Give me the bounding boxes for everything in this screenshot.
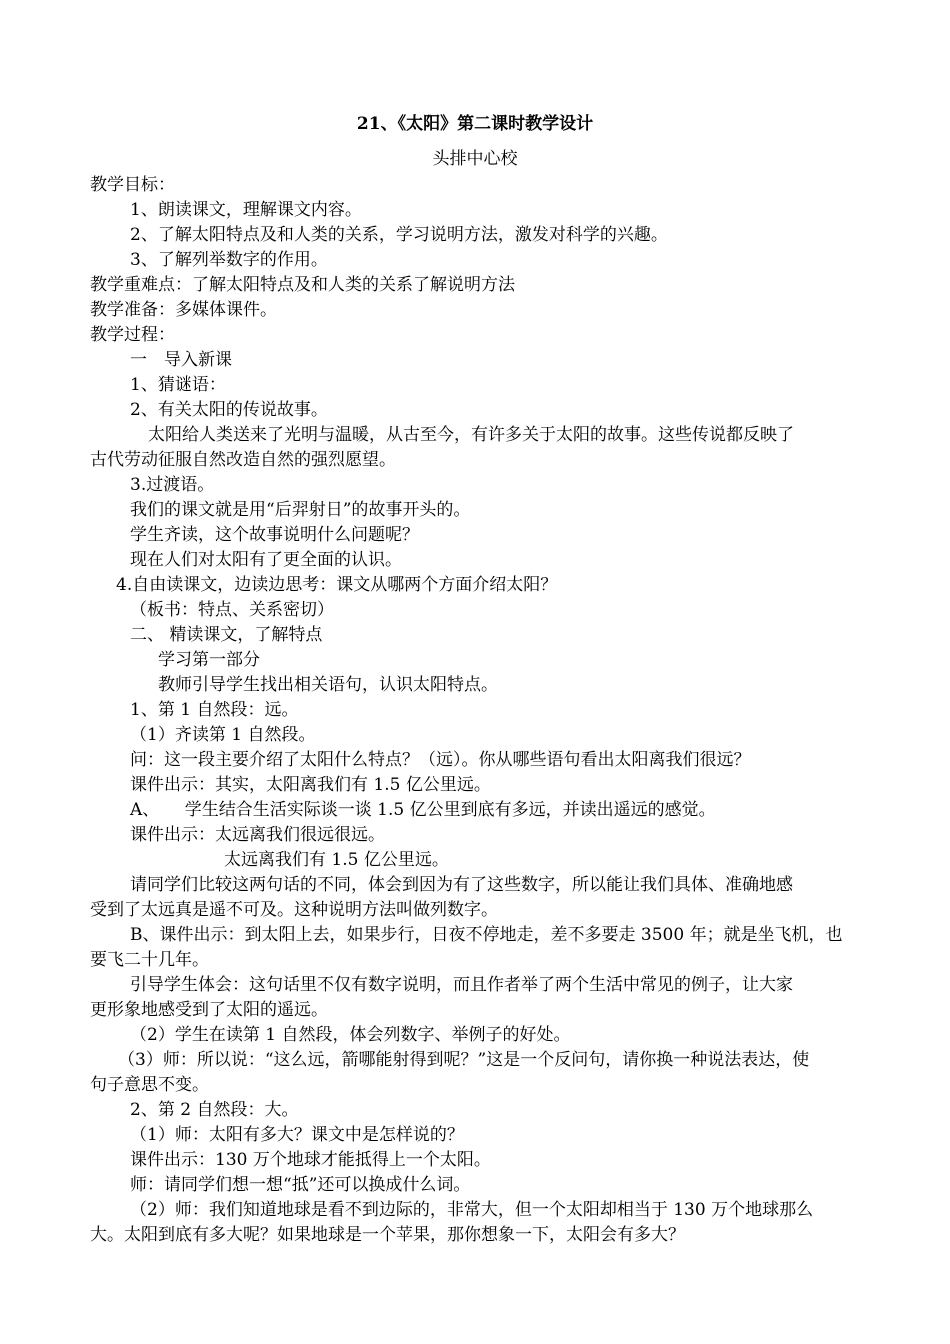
text-line: 引导学生体会：这句话里不仅有数字说明，而且作者举了两个生活中常见的例子，让大家 bbox=[130, 975, 793, 995]
text-line: 2、了解太阳特点及和人类的关系，学习说明方法，激发对科学的兴趣。 bbox=[130, 225, 668, 245]
text-line: 更形象地感受到了太阳的遥远。 bbox=[90, 1000, 328, 1020]
text-line: 课件出示：太远离我们很远很远。 bbox=[130, 825, 385, 845]
text-line: 太阳给人类送来了光明与温暖，从古至今，有许多关于太阳的故事。这些传说都反映了 bbox=[148, 425, 794, 445]
text-line: （1）齐读第 1 自然段。 bbox=[130, 725, 316, 745]
text-line: 现在人们对太阳有了更全面的认识。 bbox=[130, 550, 402, 570]
text-line: 教学过程： bbox=[90, 325, 175, 345]
text-line: B、课件出示：到太阳上去，如果步行，日夜不停地走，差不多要走 3500 年；就是坐飞机，也 bbox=[130, 925, 843, 945]
text-line: A、 学生结合生活实际谈一谈 1.5 亿公里到底有多远，并读出遥远的感觉。 bbox=[130, 800, 716, 820]
section-heading: 一 导入新课 bbox=[130, 350, 232, 370]
text-line: 1、朗读课文，理解课文内容。 bbox=[130, 200, 362, 220]
text-line: 古代劳动征服自然改造自然的强烈愿望。 bbox=[90, 450, 396, 470]
text-line: 2、有关太阳的传说故事。 bbox=[130, 400, 328, 420]
text-line: 请同学们比较这两句话的不同，体会到因为有了这些数字，所以能让我们具体、准确地感 bbox=[130, 875, 793, 895]
text-line: 教学重难点：了解太阳特点及和人类的关系了解说明方法 bbox=[90, 275, 515, 295]
text-line: （2）师：我们知道地球是看不到边际的，非常大，但一个太阳却相当于 130 万个地球那么 bbox=[130, 1200, 814, 1220]
text-line: （1）师：太阳有多大？课文中是怎样说的？ bbox=[130, 1125, 464, 1145]
document-title: 21、《太阳》第二课时教学设计 bbox=[356, 114, 594, 134]
text-line: 3.过渡语。 bbox=[130, 475, 215, 495]
text-line: 问：这一段主要介绍了太阳什么特点？（远）。你从哪些语句看出太阳离我们很远？ bbox=[130, 750, 751, 770]
text-line: 1、第 1 自然段：远。 bbox=[130, 700, 299, 720]
section-heading: 二、 精读课文，了解特点 bbox=[130, 625, 323, 645]
text-line: 1、猜谜语： bbox=[130, 375, 226, 395]
text-line: 大。太阳到底有多大呢？如果地球是一个苹果，那你想象一下，太阳会有多大？ bbox=[90, 1225, 685, 1245]
text-line: 句子意思不变。 bbox=[90, 1075, 209, 1095]
text-line: 师：请同学们想一想“抵”还可以换成什么词。 bbox=[130, 1175, 471, 1195]
text-line: 课件出示：其实，太阳离我们有 1.5 亿公里远。 bbox=[130, 775, 491, 795]
text-line: 3、了解列举数字的作用。 bbox=[130, 250, 328, 270]
text-line: 学习第一部分 bbox=[158, 650, 260, 670]
text-line: （3）师：所以说：“这么远，箭哪能射得到呢？”这是一个反问句，请你换一种说法表达，使 bbox=[118, 1050, 810, 1070]
text-line: 学生齐读，这个故事说明什么问题呢？ bbox=[130, 525, 419, 545]
text-line: （板书：特点、关系密切） bbox=[130, 600, 334, 620]
text-line: 教学准备：多媒体课件。 bbox=[90, 300, 277, 320]
school-name: 头排中心校 bbox=[432, 149, 518, 169]
text-line: 课件出示：130 万个地球才能抵得上一个太阳。 bbox=[130, 1150, 491, 1170]
text-line: 太远离我们有 1.5 亿公里远。 bbox=[224, 850, 449, 870]
text-line: （2）学生在读第 1 自然段，体会列数字、举例子的好处。 bbox=[130, 1025, 571, 1045]
text-line: 2、第 2 自然段：大。 bbox=[130, 1100, 299, 1120]
text-line: 受到了太远真是遥不可及。这种说明方法叫做列数字。 bbox=[90, 900, 498, 920]
text-line: 4.自由读课文，边读边思考：课文从哪两个方面介绍太阳？ bbox=[116, 575, 558, 595]
text-line: 我们的课文就是用“后羿射日”的故事开头的。 bbox=[130, 500, 471, 520]
text-line: 教师引导学生找出相关语句，认识太阳特点。 bbox=[158, 675, 498, 695]
text-line: 要飞二十几年。 bbox=[90, 950, 209, 970]
text-line: 教学目标： bbox=[90, 175, 175, 195]
